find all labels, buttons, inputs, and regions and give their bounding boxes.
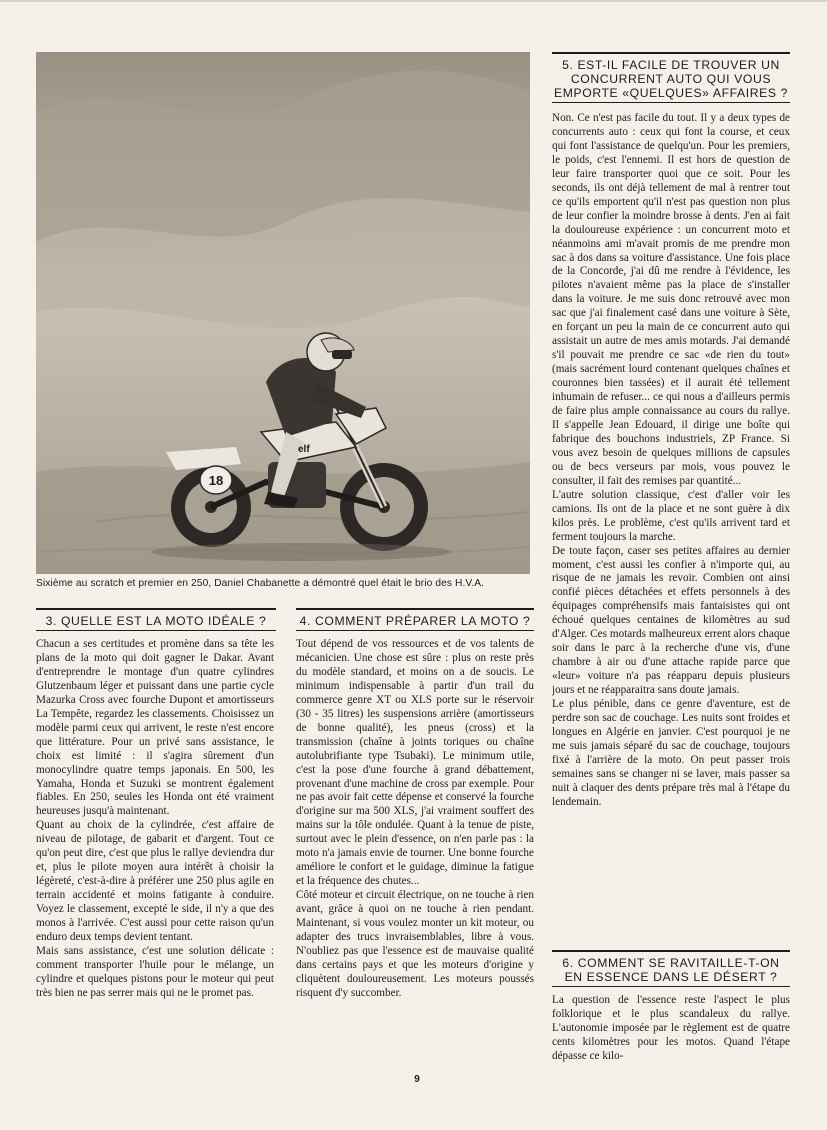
section-3-paragraph-1: Chacun a ses certitudes et promène dans sa tête les plans de la moto qui doit gagner le Dakar. Avant d'entreprendre le montage d'un quatre cylindres Glutzenbaum léger et puissant dans une partie cycle Mazurka Cross avec fourche Dupont et amortisseurs La Tempête, regardez les classements. Choisissez un modèle parmi ceux qui arrivent, le reste n'est encore que littérature. Pour un privé sans assistance, le choix est limité : il s'agira sûrement d'un monocylindre quatre temps japonais. En 500, les Yamaha, Honda et Suzuki se montrent également fiables. En 250, seules les Honda ont été vraiment heureuses jusqu'à maintenant. <box>36 638 274 818</box>
photo-caption: Sixième au scratch et premier en 250, Daniel Chabanette a démontré quel était le brio des H.V.A. <box>36 578 485 589</box>
section-4-body <box>296 638 534 1068</box>
section-5-paragraph-3: De toute façon, caser ses petites affaires au dernier moment, c'est aussi les confier à n'importe qui, au risque de ne jamais les revoir. Combien ont ainsi confié pièces détachées et effets personnels à des équipages compréhensifs mais fantaisistes qui ont échoué quelques centaines de kilomètres au sud d'Alger. Ces motards malheureux errent alors chaque soir dans le parc à la recherche d'une vis, d'une chambre à air ou d'une attache rapide parce que «leur» voiture n'a pas réapparu depuis plusieurs jours et ne réapparaitra sans doute jamais. <box>552 544 790 697</box>
rally-motorcycle-photo <box>36 52 530 574</box>
section-3-paragraph-2: Quant au choix de la cylindrée, c'est affaire de niveau de pilotage, de gabarit et d'argent. Tout ce qu'on peut dire, c'est que plus le rallye deviendra dur et, plus le pilote moyen aura intérêt à choisir la légèreté, c'est-à-dire à préférer une 250 plus agile en terrain accidenté et moins fatigante à conduire. Voyez le classement, excepté le side, il n'y a que des monos à l'arrivée. C'est aussi pour cette raison qu'un enduro deux temps devient tentant. <box>36 819 274 944</box>
page-top-edge <box>0 0 827 2</box>
section-6-body <box>552 994 790 1068</box>
race-number-label: 18 <box>208 473 224 488</box>
section-4-paragraph-2: Côté moteur et circuit électrique, on ne touche à rien avant, grâce à quoi on ne touche à rien pendant. Maintenant, si vous voulez monter un kit moteur, ou adapter des trucs invraisemblables, libre à vous. N'oubliez pas que l'essence est de mauvaise qualité dans certains pays et que les moteurs d'origine y cliquètent douloureusement. Les moteurs poussés risquent d'y succomber. <box>296 889 534 999</box>
section-4-paragraph-1: Tout dépend de vos ressources et de vos talents de mécanicien. Une chose est sûre : plus on reste près du modèle standard, et moins on a de soucis. Le minimum indispensable à partir d'un trail du commerce genre XT ou XLS porte sur le réservoir (30 - 35 litres) les suspensions arrière (amortisseurs de bonne qualité), les pneus (cross) et la transmission (chaîne à joints toriques ou chaîne autolubrifiante type Tsubaki). Le minimum utile, c'est la pose d'une fourche à grand débattement, provenant d'une machine de cross par exemple. Pour ne pas avoir fait cette dépense et conservé la fourche d'origine sur ma 500 XLS, j'ai vraiment souffert des mains sur la tôle ondulée. Quant à la tenue de piste, surtout avec le plein d'essence, on n'en parle pas : la moto n'a jamais envie de tourner. Une bonne fourche améliore le confort et le guidage, diminue la fatigue et la fréquence des chutes... <box>296 638 534 888</box>
page-number: 9 <box>414 1074 420 1085</box>
section-3-paragraph-3: Mais sans assistance, c'est une solution délicate : comment transporter l'huile pour le mélange, un cylindre et quelques pistons pour le moteur qui peut très bien ne pas serrer mais qui ne le promet pas. <box>36 944 274 999</box>
section-6-paragraph-1: La question de l'essence reste l'aspect le plus folklorique et le plus scandaleux du rallye. L'autonomie imposée par le règlement est de quatre cents kilomètres pour les motos. Quand l'étape dépasse ce kilo- <box>552 994 790 1062</box>
heading-section-3: 3. QUELLE EST LA MOTO IDÉALE ? <box>36 608 276 631</box>
section-5-body <box>552 112 790 944</box>
heading-section-4: 4. COMMENT PRÉPARER LA MOTO ? <box>296 608 534 631</box>
section-5-paragraph-4: Le plus pénible, dans ce genre d'aventure, est de perdre son sac de couchage. Les nuits sont froides et longues en Algérie en janvier. C'est pourquoi je ne me suis jamais séparé du sac de couchage, toujours fixé à l'arrière de la moto. On peut passer trois semaines sans se changer ni se laver, mais passer sa nuit à claquer des dents prépare très mal à l'étape du lendemain. <box>552 698 790 808</box>
heading-section-6: 6. COMMENT SE RAVITAILLE-T-ON EN ESSENCE DANS LE DÉSERT ? <box>552 950 790 987</box>
heading-section-5: 5. EST-IL FACILE DE TROUVER UN CONCURRENT AUTO QUI VOUS EMPORTE «QUELQUES» AFFAIRES ? <box>552 52 790 103</box>
section-3-body <box>36 638 274 1068</box>
fairing-brand-label: elf <box>298 444 310 455</box>
section-5-paragraph-2: L'autre solution classique, c'est d'aller voir les camions. Ils ont de la place et ne sont guère à dix kilos près. Le problème, c'est qu'ils arrivent tard et ferment toujours la marche. <box>552 488 790 543</box>
section-5-paragraph-1: Non. Ce n'est pas facile du tout. Il y a deux types de concurrents auto : ceux qui font la course, et ceux qui font l'assistance de quelqu'un. Pour les premiers, le poids, c'est l'ennemi. Il est hors de question de leur faire transporter quoi que ce soit. Pour les seconds, ils ont déjà tellement de mal à rentrer tout ce qu'ils emportent qu'il n'est pas question non plus de leur confier la moindre brosse à dents. J'en ai fait la douloureuse expérience : un concurrent moto et néanmoins ami m'avait promis de me prendre mon sac à dos dans sa voiture d'assistance. Une fois place de la Concorde, j'ai dû me rendre à l'évidence, les pilotes n'avaient même pas la place de s'installer dans la voiture. Je me suis donc retrouvé avec mon sac que j'ai finalement casé dans une voiture à Sète, en forçant un peu la main de ce concurrent auto qui assistait un autre de mes amis motards. J'ai demandé s'il pouvait me prendre ce sac «de rien du tout» (mais sacrément lourd contenant quelques chaînes et couronnes bien tassées) et il aurait été tellement inhumain de refuser... ce qui nous a d'ailleurs permis de faire plus ample connaissance au cours du rallye. Il s'appelle Jean Edouard, il dirige une boîte qui fabrique des bouchons industriels, ZP France. Si vous avez besoin de quelques millions de capsules ou de becs verseurs par mois, vous pouvez le consulter, il fait des remises par quantité... <box>552 112 790 487</box>
